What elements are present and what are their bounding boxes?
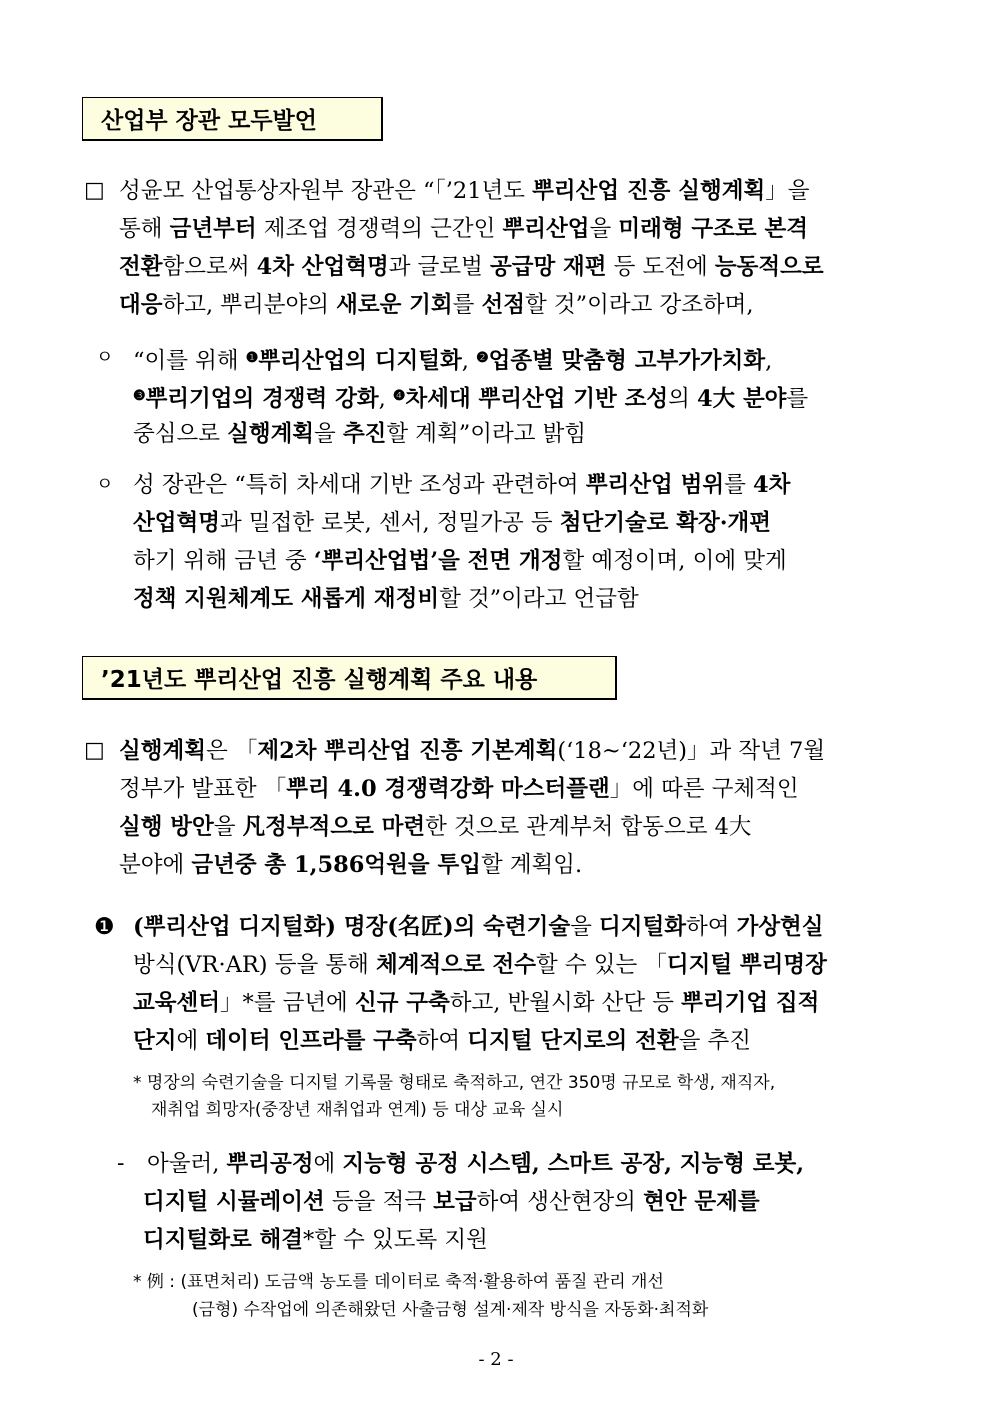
section-title: 산업부 장관 모두발언 [101,108,317,134]
text-line: 전환함으로써 4차 산업혁명과 글로벌 공급망 재편 등 도전에 능동적으로 [119,254,824,280]
circle-bullet-icon: ㅇ [96,347,114,368]
text-line: 디지털화로 해결*할 수 있도록 지원 [143,1227,488,1253]
section-title: ’21년도 뿌리산업 진흥 실행계획 주요 내용 [101,667,538,693]
circle-bullet-icon: ㅇ [96,474,114,495]
text-line: 통해 금년부터 제조업 경쟁력의 근간인 뿌리산업을 미래형 구조로 본격 [119,216,808,242]
footnote-line: 재취업 희망자(중장년 재취업과 연계) 등 대상 교육 실시 [151,1100,564,1120]
dash-bullet-icon: - [117,1151,125,1176]
text-line: (뿌리산업 디지털화) 명장(名匠)의 숙련기술을 디지털화하여 가상현실 [133,914,824,940]
section-title-box [82,97,383,141]
text-line: 하기 위해 금년 중 ‘뿌리산업법’을 전면 개정할 예정이며, 이에 맞게 [133,548,787,574]
text-line: 아울러, 뿌리공정에 지능형 공정 시스템, 스마트 공장, 지능형 로봇, [147,1151,805,1177]
footnote-line: * 例 : (표면처리) 도금액 농도를 데이터로 축적·활용하여 품질 관리 개선 [133,1272,664,1292]
text-line: 중심으로 실행계획을 추진할 계획”이라고 밝힘 [133,421,587,447]
text-line: 산업혁명과 밀접한 로봇, 센서, 정밀가공 등 첨단기술로 확장·개편 [133,510,772,536]
text-line: 실행 방안을 凡정부적으로 마련한 것으로 관계부처 합동으로 4大 [119,814,752,840]
text-line: 성윤모 산업통상자원부 장관은 “「’21년도 뿌리산업 진흥 실행계획」을 [119,178,810,204]
text-line: 정부가 발표한 「뿌리 4.0 경쟁력강화 마스터플랜」에 따른 구체적인 [119,776,799,802]
text-line: 성 장관은 “특히 차세대 기반 조성과 관련하여 뿌리산업 범위를 4차 [133,472,791,498]
text-line: “이를 위해 $^❶$뿌리산업의 디지털화, $^❷$업종별 맞춤형 고부가가치화, [133,348,773,374]
number-one-icon: ❶ [94,914,115,940]
text-line: 실행계획은 「제2차 뿌리산업 진흥 기본계획(‘18~‘22년)」과 작년 7월 [119,738,826,764]
footnote-line: (금형) 수작업에 의존해왔던 사출금형 설계·제작 방식을 자동화·최적화 [192,1300,709,1320]
text-line: 방식(VR·AR) 등을 통해 체계적으로 전수할 수 있는 「디지털 뿌리명장 [133,952,827,978]
footnote-line: * 명장의 숙련기술을 디지털 기록물 형태로 축적하고, 연간 350명 규모로 학생, 재직자, [133,1073,776,1093]
section-title-box [82,656,617,700]
text-line: 단지에 데이터 인프라를 구축하여 디지털 단지로의 전환을 추진 [133,1028,751,1054]
text-line: 디지털 시뮬레이션 등을 적극 보급하여 생산현장의 현안 문제를 [143,1189,760,1215]
text-line: 분야에 금년중 총 1,586억원을 투입할 계획임. [119,852,583,878]
square-bullet-icon: □ [84,178,105,203]
text-line: 교육센터」*를 금년에 신규 구축하고, 반월시화 산단 등 뿌리기업 집적 [133,990,820,1016]
page-number: - 2 - [478,1349,514,1370]
text-line: 대응하고, 뿌리분야의 새로운 기회를 선점할 것”이라고 강조하며, [119,292,754,318]
text-line: 정책 지원체계도 새롭게 재정비할 것”이라고 언급함 [133,586,639,612]
text-line: $^❸$뿌리기업의 경쟁력 강화, $^❹$차세대 뿌리산업 기반 조성의 4大 분야를 [133,386,809,412]
square-bullet-icon: □ [84,738,105,763]
